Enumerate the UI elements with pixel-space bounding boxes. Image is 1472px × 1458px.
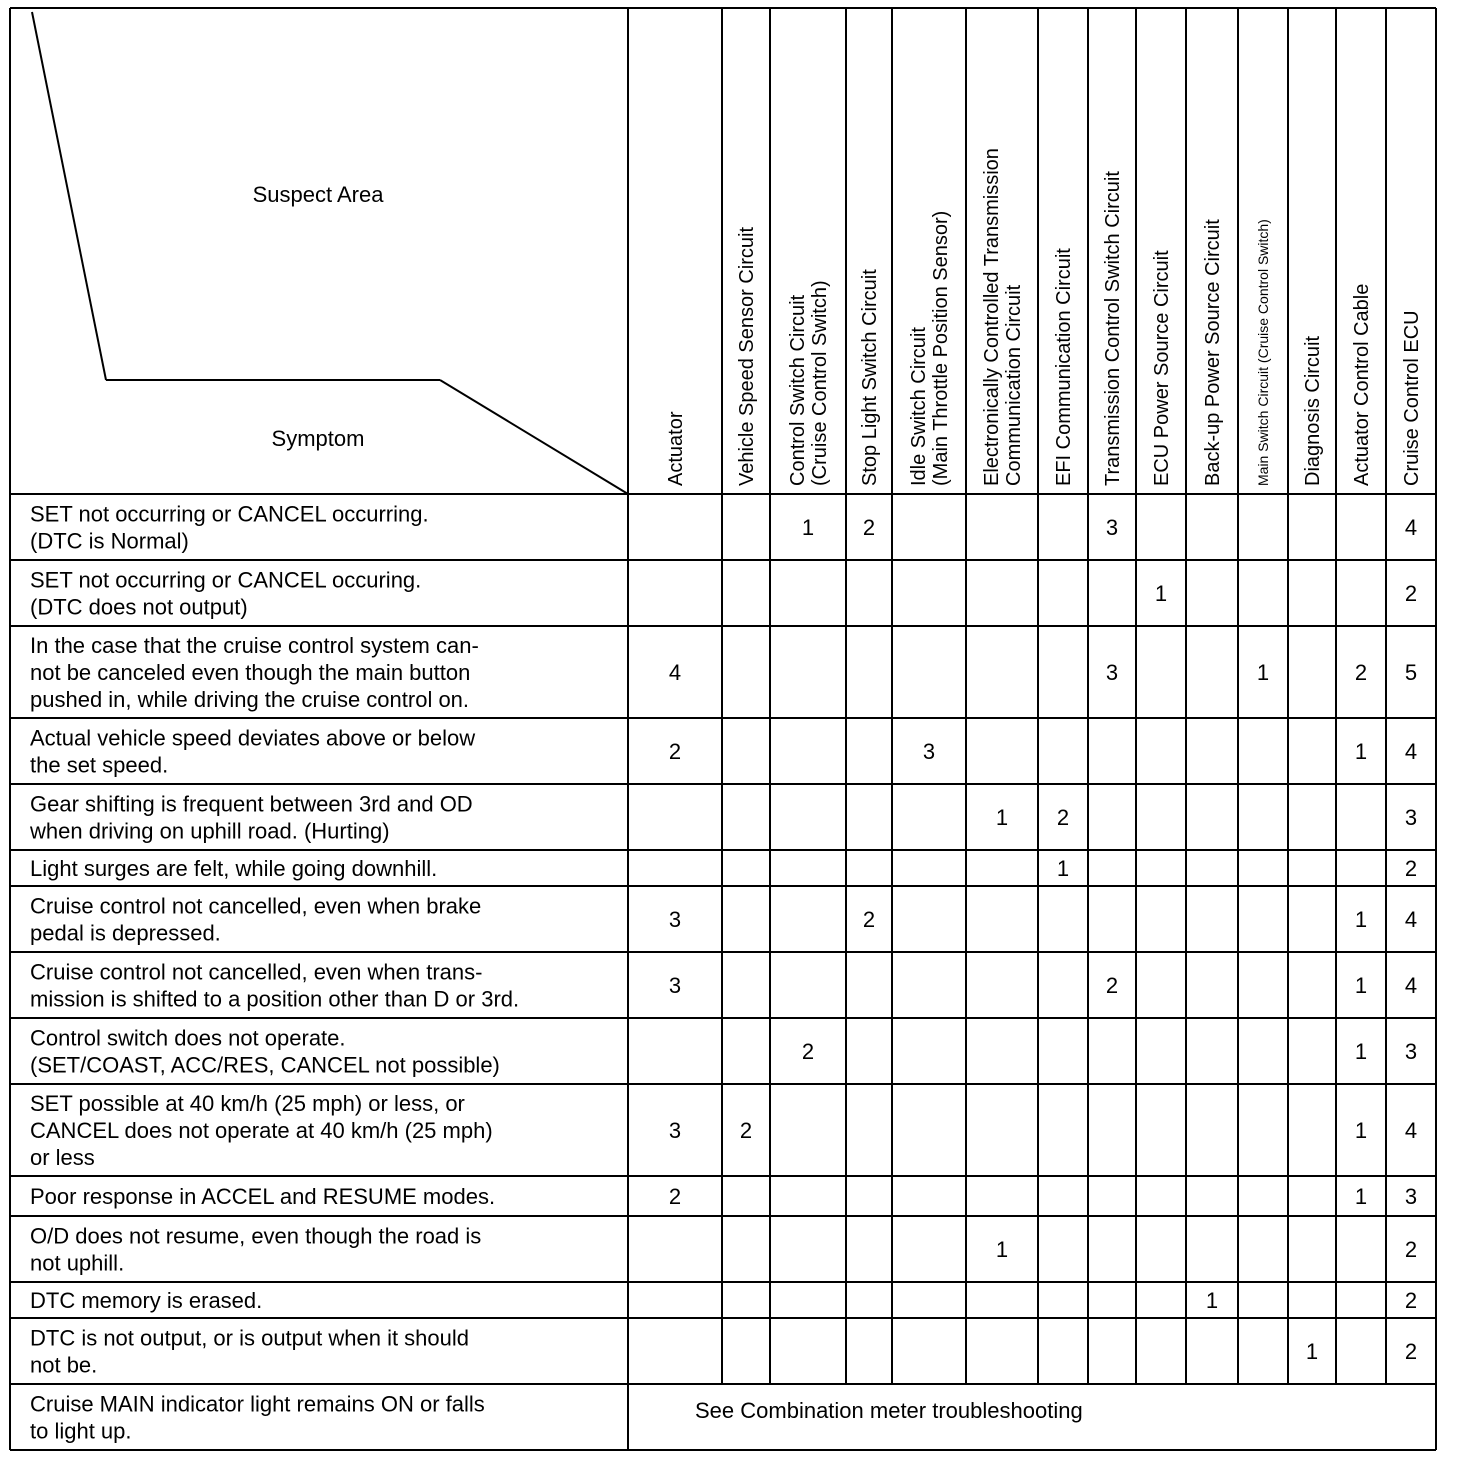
symptom-text: the set speed. bbox=[30, 752, 169, 778]
table-row bbox=[30, 502, 1417, 554]
priority-value: 4 bbox=[1404, 515, 1418, 540]
symptom-text: Poor response in ACCEL and RESUME modes. bbox=[30, 1184, 496, 1209]
priority-value: 2 bbox=[801, 1039, 815, 1064]
priority-value: 5 bbox=[1404, 660, 1418, 685]
table-row bbox=[30, 1224, 1417, 1276]
symptom-text: mission is shifted to a position other than D or 3rd. bbox=[30, 986, 520, 1012]
symptom-text: or less bbox=[30, 1145, 95, 1170]
priority-value: 1 bbox=[1354, 907, 1368, 932]
table-row bbox=[30, 856, 1417, 881]
symptom-text: Light surges are felt, while going downhill. bbox=[30, 856, 438, 881]
column-header-transmission-control-switch-circuit bbox=[1102, 171, 1124, 486]
priority-value: 2 bbox=[739, 1118, 753, 1143]
symptom-text: to light up. bbox=[30, 1418, 132, 1444]
column-header-ecu-power-source-circuit bbox=[1151, 250, 1173, 486]
column-header-label: Communication Circuit bbox=[1003, 284, 1025, 486]
priority-value: 1 bbox=[1056, 856, 1070, 881]
column-header-label: ECU Power Source Circuit bbox=[1151, 250, 1173, 486]
table-row bbox=[30, 1326, 1417, 1378]
table-row bbox=[30, 1184, 1417, 1209]
column-header-control-switch-circuit bbox=[787, 280, 831, 486]
column-header-label: EFI Communication Circuit bbox=[1053, 248, 1075, 486]
table-row bbox=[30, 726, 1417, 778]
column-header-cruise-control-ecu bbox=[1401, 310, 1423, 486]
priority-value: 2 bbox=[862, 907, 876, 932]
symptom-text: SET not occurring or CANCEL occuring. bbox=[30, 567, 422, 593]
table-row bbox=[30, 1026, 1417, 1078]
column-header-main-switch-circuit bbox=[1255, 219, 1271, 486]
symptom-text: (DTC does not output) bbox=[30, 594, 248, 620]
table-row-last bbox=[30, 1392, 1083, 1444]
column-header-label: Actuator bbox=[665, 411, 687, 486]
corner-diagonal-right bbox=[440, 380, 628, 494]
priority-value: 3 bbox=[1105, 515, 1119, 540]
symptom-text: not be canceled even though the main button bbox=[30, 660, 471, 685]
column-header-label: Diagnosis Circuit bbox=[1302, 335, 1324, 486]
priority-value: 4 bbox=[1404, 739, 1418, 764]
priority-value: 3 bbox=[1105, 660, 1119, 685]
priority-value: 2 bbox=[1056, 805, 1070, 830]
symptom-text: not be. bbox=[30, 1352, 98, 1378]
symptom-label: Symptom bbox=[271, 426, 365, 451]
priority-value: 2 bbox=[862, 515, 876, 540]
corner-header-cell bbox=[32, 12, 628, 494]
column-header-actuator bbox=[665, 411, 687, 486]
column-header-idle-switch-circuit bbox=[908, 211, 952, 486]
priority-value: 2 bbox=[1105, 973, 1119, 998]
symptom-text: Control switch does not operate. bbox=[30, 1025, 346, 1051]
column-header-label: Cruise Control ECU bbox=[1401, 310, 1423, 486]
table-row bbox=[30, 568, 1417, 620]
column-header-stop-light-switch-circuit bbox=[859, 269, 881, 486]
priority-value: 3 bbox=[668, 1118, 682, 1143]
priority-value: 1 bbox=[1354, 739, 1368, 764]
priority-value: 2 bbox=[1404, 856, 1418, 881]
table-body bbox=[29, 502, 1417, 1444]
column-header-ect-communication-circuit bbox=[981, 148, 1025, 486]
symptom-text: pedal is depressed. bbox=[30, 920, 221, 946]
column-header-diagnosis-circuit bbox=[1302, 336, 1324, 486]
priority-value: 2 bbox=[1404, 1339, 1418, 1364]
priority-value: 2 bbox=[1354, 660, 1368, 685]
symptom-text: (SET/COAST, ACC/RES, CANCEL not possible) bbox=[30, 1052, 500, 1078]
priority-value: 2 bbox=[668, 739, 682, 764]
column-headers bbox=[665, 148, 1423, 486]
priority-value: 3 bbox=[668, 973, 682, 998]
priority-value: 2 bbox=[1404, 1288, 1418, 1313]
corner-diagonal-left bbox=[32, 12, 106, 380]
column-header-label: Transmission Control Switch Circuit bbox=[1102, 171, 1124, 486]
symptom-text: CANCEL does not operate at 40 km/h (25 mph) bbox=[30, 1118, 493, 1143]
suspect-area-label: Suspect Area bbox=[252, 182, 384, 207]
column-header-label: Vehicle Speed Sensor Circuit bbox=[736, 226, 758, 486]
symptom-text: Gear shifting is frequent between 3rd and OD bbox=[30, 791, 473, 817]
symptom-text: not uphill. bbox=[30, 1250, 125, 1276]
priority-value: 2 bbox=[1404, 581, 1418, 606]
symptom-text: Actual vehicle speed deviates above or below bbox=[30, 725, 476, 751]
column-header-label: (Cruise Control Switch) bbox=[809, 280, 831, 486]
symptom-text: DTC is not output, or is output when it should bbox=[30, 1325, 470, 1351]
priority-value: 3 bbox=[1404, 805, 1418, 830]
column-header-actuator-control-cable bbox=[1351, 284, 1373, 486]
symptom-text: Cruise MAIN indicator light remains ON or falls bbox=[30, 1391, 485, 1417]
priority-value: 2 bbox=[1404, 1237, 1418, 1262]
column-header-label: Main Switch Circuit (Cruise Control Switch) bbox=[1255, 219, 1271, 486]
symptom-text: Cruise control not cancelled, even when trans- bbox=[30, 959, 483, 985]
table-row bbox=[29, 792, 1417, 844]
priority-value: 2 bbox=[668, 1184, 682, 1209]
symptom-text: (DTC is Normal) bbox=[30, 528, 189, 554]
priority-value: 1 bbox=[1354, 973, 1368, 998]
symptom-text: SET not occurring or CANCEL occurring. bbox=[30, 501, 429, 527]
column-header-label: (Main Throttle Position Sensor) bbox=[930, 210, 952, 486]
column-header-label: Electronically Controlled Transmission bbox=[981, 148, 1003, 486]
priority-value: 1 bbox=[801, 515, 815, 540]
priority-value: 1 bbox=[995, 805, 1009, 830]
column-header-efi-communication-circuit bbox=[1053, 248, 1075, 486]
see-combination-meter-note: See Combination meter troubleshooting bbox=[695, 1398, 1083, 1423]
symptom-text: pushed in, while driving the cruise control on. bbox=[30, 687, 470, 712]
symptom-text: In the case that the cruise control system can- bbox=[30, 633, 479, 658]
table-row bbox=[30, 633, 1417, 712]
table-row bbox=[30, 894, 1417, 946]
priority-value: 1 bbox=[1305, 1339, 1319, 1364]
column-header-label: Actuator Control Cable bbox=[1351, 283, 1373, 486]
column-header-label: Idle Switch Circuit bbox=[908, 327, 930, 486]
priority-value: 1 bbox=[1354, 1118, 1368, 1143]
priority-value: 1 bbox=[1354, 1184, 1368, 1209]
priority-value: 3 bbox=[922, 739, 936, 764]
priority-value: 1 bbox=[1256, 660, 1270, 685]
column-header-vehicle-speed-sensor-circuit bbox=[736, 227, 758, 486]
priority-value: 3 bbox=[1404, 1184, 1418, 1209]
priority-value: 1 bbox=[995, 1237, 1009, 1262]
priority-value: 1 bbox=[1205, 1288, 1219, 1313]
symptom-text: Cruise control not cancelled, even when brake bbox=[30, 893, 482, 919]
column-header-back-up-power-source-circuit bbox=[1202, 219, 1224, 486]
column-header-label: Control Switch Circuit bbox=[787, 294, 809, 486]
priority-value: 1 bbox=[1354, 1039, 1368, 1064]
table-row bbox=[30, 1288, 1417, 1313]
priority-value: 3 bbox=[1404, 1039, 1418, 1064]
symptom-text: O/D does not resume, even though the road is bbox=[30, 1223, 482, 1249]
symptom-text: SET possible at 40 km/h (25 mph) or less, or bbox=[30, 1091, 465, 1116]
column-header-label: Back-up Power Source Circuit bbox=[1202, 219, 1224, 486]
priority-value: 3 bbox=[668, 907, 682, 932]
symptom-text: DTC memory is erased. bbox=[30, 1288, 263, 1313]
table-row bbox=[30, 1091, 1417, 1170]
priority-value: 4 bbox=[1404, 907, 1418, 932]
priority-value: 4 bbox=[1404, 1118, 1418, 1143]
priority-value: 1 bbox=[1154, 581, 1168, 606]
table-row bbox=[30, 960, 1417, 1012]
priority-value: 4 bbox=[1404, 973, 1418, 998]
column-header-label: Stop Light Switch Circuit bbox=[859, 269, 881, 486]
priority-value: 4 bbox=[668, 660, 682, 685]
symptom-text: when driving on uphill road. (Hurting) bbox=[30, 818, 390, 844]
